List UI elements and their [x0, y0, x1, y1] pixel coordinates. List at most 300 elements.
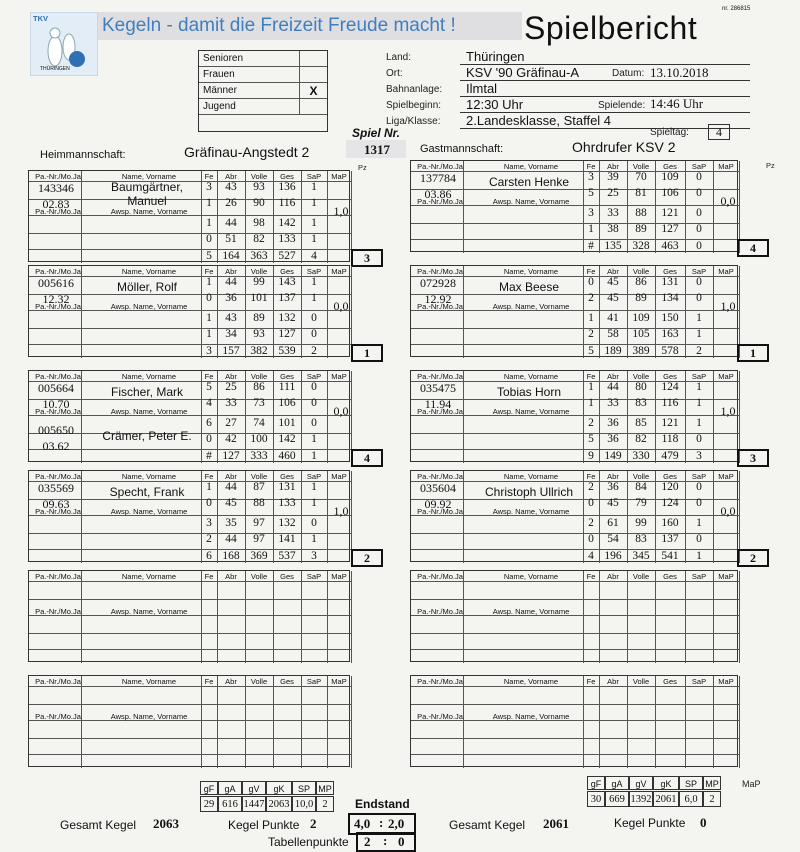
banner-slogan: Kegeln - damit die Freizeit Freude macht !	[98, 12, 522, 40]
sum-cell: 330	[632, 450, 650, 462]
sum-cell: 6	[206, 550, 212, 562]
header-sap: SaP	[306, 372, 322, 381]
header-name: Name, Vorname	[121, 472, 177, 481]
score-cell: 1	[588, 381, 594, 393]
header-volle: Volle	[250, 572, 268, 581]
score-cell: 1	[206, 197, 212, 209]
player-name: Möller, Rolf	[116, 280, 178, 294]
sum-cell: 2	[311, 345, 317, 357]
score-cell: 100	[250, 433, 268, 445]
score-cell: 51	[225, 233, 237, 245]
header-map: MaP	[331, 267, 347, 276]
guest-player-block	[410, 570, 738, 662]
pass-number: 035569	[38, 481, 74, 495]
grid-hline	[411, 581, 739, 582]
pz-box: 3	[737, 449, 769, 467]
map-value: 1,0	[333, 204, 349, 218]
score-cell: 0	[696, 497, 702, 509]
grid-hline	[411, 599, 739, 600]
guest-player-block	[410, 675, 738, 767]
sum-cell: 369	[250, 550, 268, 562]
score-cell: 89	[635, 223, 647, 235]
score-cell: 2	[588, 292, 594, 304]
totals-header: gA	[218, 781, 242, 795]
score-cell: 0	[696, 292, 702, 304]
header-volle: Volle	[250, 172, 268, 181]
header-name: Name, Vorname	[503, 372, 559, 381]
tabellenpunkte-label: Tabellenpunkte	[268, 835, 349, 849]
score-cell: 160	[661, 517, 679, 529]
header-ausw: Awsp. Name, Vorname	[110, 302, 188, 311]
header-pass: Pa.-Nr./Mo.Ja	[417, 162, 463, 171]
header-ges: Ges	[280, 267, 294, 276]
header-sap: SaP	[691, 162, 707, 171]
totals-value: 616	[218, 796, 242, 812]
sum-cell: 382	[250, 345, 268, 357]
grid-hline	[29, 704, 351, 705]
score-cell: 137	[661, 533, 679, 545]
pass-month: 02.83	[42, 197, 70, 211]
score-cell: 1	[696, 381, 702, 393]
score-cell: 0	[696, 481, 702, 493]
score-cell: 81	[635, 187, 647, 199]
score-cell: 3	[588, 171, 594, 183]
header-abr: Abr	[607, 372, 619, 381]
score-cell: 5	[588, 433, 594, 445]
pz-box: 3	[351, 249, 383, 267]
score-cell: 1	[311, 233, 317, 245]
header-sap: SaP	[306, 172, 322, 181]
score-cell: 74	[253, 417, 265, 429]
header-ges: Ges	[663, 677, 677, 686]
score-cell: 42	[225, 433, 237, 445]
score-cell: 83	[635, 397, 647, 409]
score-cell: 118	[661, 433, 679, 445]
score-cell: 97	[253, 517, 265, 529]
header-sap: SaP	[691, 267, 707, 276]
score-cell: 0	[311, 328, 317, 340]
sum-cell: 157	[222, 345, 240, 357]
score-cell: 79	[635, 497, 647, 509]
endstand-home: 4,0	[354, 816, 371, 831]
grid-vline	[351, 571, 352, 663]
pass-month: 09.92	[424, 497, 452, 511]
score-cell: 98	[253, 217, 265, 229]
header-sap: SaP	[306, 472, 322, 481]
score-cell: 82	[253, 233, 265, 245]
score-cell: 116	[661, 397, 679, 409]
score-cell: 45	[225, 497, 237, 509]
score-cell: 39	[607, 171, 619, 183]
score-cell: 2	[588, 481, 594, 493]
grid-hline	[29, 738, 351, 739]
score-cell: 54	[607, 533, 619, 545]
sum-cell: 578	[661, 345, 679, 357]
sum-cell: 5	[588, 345, 594, 357]
score-cell: 3	[588, 207, 594, 219]
grid-vline	[81, 471, 82, 563]
totals-header: gA	[605, 776, 629, 790]
score-cell: 2	[588, 328, 594, 340]
header-pass: Pa.-Nr./Mo.Ja	[35, 472, 81, 481]
grid-vline	[739, 571, 740, 663]
score-cell: 1	[696, 417, 702, 429]
pz-box: 1	[351, 344, 383, 362]
header-pass2: Pa.-Nr./Mo.Ja	[35, 302, 81, 311]
header-sap: SaP	[691, 677, 707, 686]
score-cell: 1	[311, 433, 317, 445]
guest-kp-value: 0	[700, 815, 707, 830]
header-ges: Ges	[663, 162, 677, 171]
score-cell: 43	[225, 312, 237, 324]
header-pass2: Pa.-Nr./Mo.Ja	[417, 302, 463, 311]
score-cell: 5	[206, 381, 212, 393]
totals-value: 10,0	[292, 796, 316, 812]
score-cell: 137	[278, 292, 296, 304]
score-cell: 141	[278, 533, 296, 545]
score-cell: 131	[278, 481, 296, 493]
header-volle: Volle	[632, 267, 650, 276]
score-cell: 105	[632, 328, 650, 340]
header-fe: Fe	[586, 267, 596, 276]
header-ges: Ges	[280, 472, 294, 481]
score-cell: 142	[278, 217, 296, 229]
sum-cell: 363	[250, 250, 268, 262]
extra-map-header: MaP	[742, 779, 761, 789]
pz-box: 2	[351, 549, 383, 567]
home-kp-value: 2	[310, 816, 317, 831]
header-ges: Ges	[663, 372, 677, 381]
totals-header: gK	[653, 776, 679, 790]
header-volle: Volle	[250, 267, 268, 276]
totals-header: gF	[587, 776, 605, 790]
score-cell: 127	[278, 328, 296, 340]
header-fe: Fe	[586, 677, 596, 686]
score-cell: 41	[607, 312, 619, 324]
score-cell: 0	[311, 397, 317, 409]
sum-cell: 328	[632, 240, 650, 252]
score-cell: 45	[607, 292, 619, 304]
player-name: Carsten Henke	[488, 175, 570, 189]
header-fe: Fe	[586, 162, 596, 171]
header-ges: Ges	[663, 267, 677, 276]
player-name: Fischer, Mark	[110, 385, 183, 399]
home-kp-label: Kegel Punkte	[228, 818, 300, 832]
header-pass: Pa.-Nr./Mo.Ja	[417, 677, 463, 686]
score-cell: 0	[311, 381, 317, 393]
header-ausw: Awsp. Name, Vorname	[492, 197, 570, 206]
score-cell: 0	[206, 233, 212, 245]
pz-box: 4	[351, 449, 383, 467]
score-cell: 38	[607, 223, 619, 235]
header-map: MaP	[331, 172, 347, 181]
score-cell: 132	[278, 312, 296, 324]
score-cell: 1	[588, 223, 594, 235]
header-abr: Abr	[607, 162, 619, 171]
header-abr: Abr	[607, 267, 619, 276]
header-name: Name, Vorname	[121, 172, 177, 181]
score-cell: 6	[206, 417, 212, 429]
grid-vline	[351, 676, 352, 768]
guest-player-block	[410, 370, 756, 465]
header-ausw: Awsp. Name, Vorname	[110, 712, 188, 721]
grid-hline	[411, 738, 739, 739]
beginn-value: 12:30 Uhr	[466, 97, 524, 112]
grid-vline	[81, 571, 82, 663]
score-cell: 106	[278, 397, 296, 409]
header-ges: Ges	[663, 572, 677, 581]
home-player-block	[28, 675, 350, 767]
score-cell: 106	[661, 187, 679, 199]
header-pass2: Pa.-Nr./Mo.Ja	[417, 197, 463, 206]
tab-home: 2	[364, 834, 371, 849]
header-sap: SaP	[306, 267, 322, 276]
score-cell: 43	[225, 181, 237, 193]
score-cell: 86	[635, 276, 647, 288]
score-cell: 0	[588, 276, 594, 288]
sum-cell: 168	[222, 550, 240, 562]
pass-number: 035475	[420, 381, 456, 395]
category-maenner[interactable]: Männer X	[199, 83, 327, 99]
score-cell: 1	[206, 217, 212, 229]
header-sap: SaP	[306, 572, 322, 581]
score-cell: 86	[253, 381, 265, 393]
sum-cell: 3	[696, 450, 702, 462]
score-cell: 25	[225, 381, 237, 393]
guest-player-block	[410, 470, 756, 565]
header-abr: Abr	[225, 472, 237, 481]
score-cell: 121	[661, 207, 679, 219]
category-frauen[interactable]: Frauen	[199, 67, 327, 83]
header-volle: Volle	[250, 372, 268, 381]
header-volle: Volle	[250, 472, 268, 481]
score-cell: 97	[253, 533, 265, 545]
score-cell: 0	[588, 497, 594, 509]
totals-value: 2	[316, 796, 334, 812]
score-cell: 0	[206, 292, 212, 304]
score-cell: 111	[278, 381, 296, 393]
sum-cell: 541	[661, 550, 679, 562]
totals-value: 2063	[266, 796, 292, 812]
score-cell: 1	[696, 517, 702, 529]
score-cell: 133	[278, 233, 296, 245]
grid-hline	[29, 686, 351, 687]
header-fe: Fe	[586, 372, 596, 381]
header-sap: SaP	[691, 572, 707, 581]
pass-month: 12.32	[42, 292, 70, 306]
score-cell: 1	[696, 312, 702, 324]
home-player-block	[28, 570, 350, 662]
home-player-block	[28, 265, 370, 360]
sum-cell: 345	[632, 550, 650, 562]
score-cell: 89	[635, 292, 647, 304]
score-cell: 101	[250, 292, 268, 304]
sum-cell: 463	[661, 240, 679, 252]
header-pass: Pa.-Nr./Mo.Ja	[417, 472, 463, 481]
pass-month: 09.63	[42, 497, 70, 511]
score-cell: 44	[225, 276, 237, 288]
tab-colon: :	[383, 833, 388, 848]
header-volle: Volle	[250, 677, 268, 686]
map-value: 0,0	[720, 194, 736, 208]
spieltag-label: Spieltag:	[650, 127, 689, 138]
category-box	[198, 50, 328, 132]
player-name: Christoph Ullrich	[484, 485, 574, 499]
header-pass2: Pa.-Nr./Mo.Ja	[417, 407, 463, 416]
score-cell: 3	[206, 181, 212, 193]
header-pass2: Pa.-Nr./Mo.Ja	[35, 207, 81, 216]
header-abr: Abr	[225, 572, 237, 581]
header-name: Name, Vorname	[503, 472, 559, 481]
score-cell: 1	[588, 312, 594, 324]
map-value: 0,0	[720, 504, 736, 518]
pass-number-2: 005650	[38, 423, 74, 437]
header-volle: Volle	[632, 162, 650, 171]
score-cell: 1	[311, 497, 317, 509]
totals-header: SP	[679, 776, 703, 790]
pz-label-home: Pz	[358, 163, 367, 172]
pass-month: 12.92	[424, 292, 452, 306]
bahn-value: Ilmtal	[466, 81, 498, 96]
score-cell: 0	[311, 417, 317, 429]
score-cell: 87	[253, 481, 265, 493]
ort-label: Ort:	[386, 68, 403, 79]
grid-hline	[29, 633, 351, 634]
pass-number: 005616	[38, 276, 74, 290]
score-cell: 99	[253, 276, 265, 288]
header-fe: Fe	[204, 372, 214, 381]
header-pass: Pa.-Nr./Mo.Ja	[35, 572, 81, 581]
grid-vline	[463, 471, 464, 563]
category-senioren[interactable]: Senioren	[199, 51, 327, 67]
tab-guest: 0	[398, 834, 405, 849]
header-name: Name, Vorname	[503, 162, 559, 171]
score-cell: 1	[206, 328, 212, 340]
sum-cell: 5	[206, 250, 212, 262]
score-cell: 132	[278, 517, 296, 529]
header-fe: Fe	[204, 677, 214, 686]
pass-number: 137784	[420, 171, 456, 185]
totals-header: MP	[703, 776, 721, 790]
score-cell: 1	[311, 197, 317, 209]
home-gesamt-value: 2063	[153, 816, 179, 831]
score-cell: 1	[696, 397, 702, 409]
header-pass: Pa.-Nr./Mo.Ja	[35, 372, 81, 381]
score-cell: 93	[253, 181, 265, 193]
score-cell: 0	[696, 171, 702, 183]
pz-label-guest: Pz	[766, 161, 775, 170]
score-cell: 1	[206, 276, 212, 288]
sum-cell: 479	[661, 450, 679, 462]
spielnr-label: Spiel Nr.	[352, 126, 401, 140]
score-cell: 3	[206, 517, 212, 529]
header-fe: Fe	[204, 572, 214, 581]
totals-header: SP	[292, 781, 316, 795]
ort-value: KSV '90 Gräfinau-A	[466, 65, 580, 80]
score-cell: 44	[225, 217, 237, 229]
pass-number: 143346	[38, 181, 74, 195]
score-cell: 1	[696, 328, 702, 340]
header-sap: SaP	[306, 677, 322, 686]
header-pass2: Pa.-Nr./Mo.Ja	[35, 507, 81, 516]
header-pass: Pa.-Nr./Mo.Ja	[35, 267, 81, 276]
header-fe: Fe	[586, 572, 596, 581]
category-jugend[interactable]: Jugend	[199, 99, 327, 115]
header-pass2: Pa.-Nr./Mo.Ja	[417, 607, 463, 616]
grid-hline	[411, 686, 739, 687]
player-name: Baumgärtner, Manuel	[110, 180, 184, 208]
score-cell: 45	[607, 276, 619, 288]
grid-vline	[463, 371, 464, 463]
score-cell: 44	[225, 533, 237, 545]
map-value: 1,0	[720, 299, 736, 313]
header-name: Name, Vorname	[121, 572, 177, 581]
gast-value: Ohrdrufer KSV 2	[572, 139, 676, 155]
land-value: Thüringen	[466, 49, 525, 64]
score-cell: 34	[225, 328, 237, 340]
score-cell: 25	[607, 187, 619, 199]
spieltag-value: 4	[708, 124, 730, 140]
header-ausw: Awsp. Name, Vorname	[110, 607, 188, 616]
header-pass2: Pa.-Nr./Mo.Ja	[35, 607, 81, 616]
header-pass: Pa.-Nr./Mo.Ja	[417, 572, 463, 581]
pz-box: 1	[737, 344, 769, 362]
header-pass2: Pa.-Nr./Mo.Ja	[417, 507, 463, 516]
grid-vline	[81, 676, 82, 768]
score-cell: 99	[635, 517, 647, 529]
score-cell: 127	[661, 223, 679, 235]
sum-cell: 149	[604, 450, 622, 462]
score-cell: 1	[311, 533, 317, 545]
header-pass: Pa.-Nr./Mo.Ja	[35, 677, 81, 686]
pass-number: 005664	[38, 381, 74, 395]
header-map: MaP	[718, 372, 734, 381]
header-name: Name, Vorname	[503, 572, 559, 581]
score-cell: 82	[635, 433, 647, 445]
player-name: Tobias Horn	[496, 385, 562, 399]
player-name: Specht, Frank	[109, 485, 185, 499]
score-cell: 36	[607, 433, 619, 445]
map-value: 0,0	[333, 404, 349, 418]
score-cell: 36	[607, 481, 619, 493]
header-ausw: Awsp. Name, Vorname	[492, 507, 570, 516]
header-pass2: Pa.-Nr./Mo.Ja	[35, 712, 81, 721]
header-name: Name, Vorname	[121, 677, 177, 686]
pass-month: 10.70	[42, 397, 70, 411]
score-cell: 1	[311, 217, 317, 229]
score-cell: 45	[607, 497, 619, 509]
sum-cell: 333	[250, 450, 268, 462]
header-ges: Ges	[280, 677, 294, 686]
header-ausw: Awsp. Name, Vorname	[492, 607, 570, 616]
score-cell: 1	[311, 481, 317, 493]
score-cell: 1	[311, 276, 317, 288]
score-cell: 0	[311, 312, 317, 324]
score-cell: 101	[278, 417, 296, 429]
header-map: MaP	[718, 677, 734, 686]
score-cell: 0	[696, 433, 702, 445]
header-abr: Abr	[225, 677, 237, 686]
header-fe: Fe	[204, 172, 214, 181]
land-label: Land:	[386, 52, 412, 63]
score-cell: 44	[607, 381, 619, 393]
header-ausw: Awsp. Name, Vorname	[492, 712, 570, 721]
score-cell: 33	[607, 207, 619, 219]
gast-label: Gastmannschaft:	[420, 143, 504, 155]
sum-cell: 4	[311, 250, 317, 262]
category-mark: X	[299, 83, 327, 99]
header-name: Name, Vorname	[121, 267, 177, 276]
